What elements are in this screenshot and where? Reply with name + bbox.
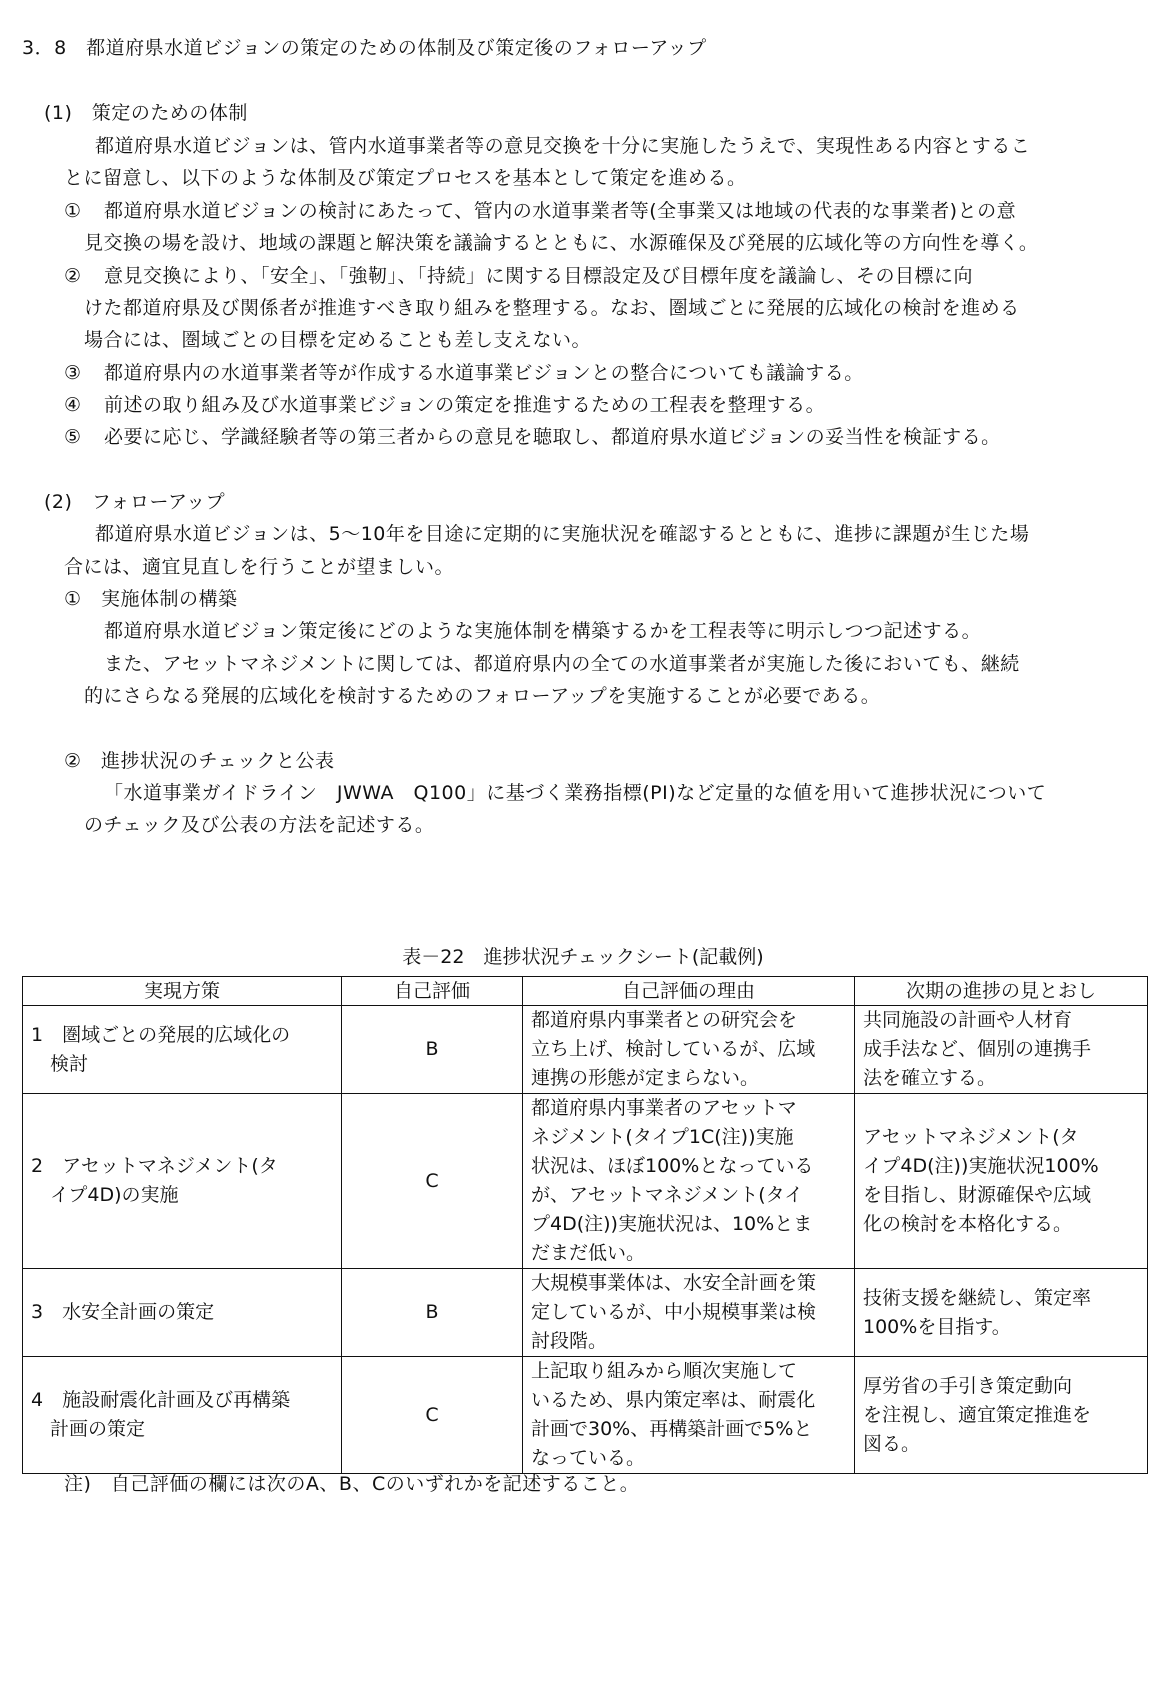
section-title: 3．8 都道府県水道ビジョンの策定のための体制及び策定後のフォローアップ	[22, 37, 707, 59]
table-row	[23, 1094, 1148, 1269]
progress-check-table	[22, 976, 1148, 1474]
cell-next: 共同施設の計画や人材育 成手法など、個別の連携手 法を確立する。	[855, 1006, 1148, 1094]
list-item-text: 場合には、圏域ごとの目標を定めることも差し支えない。	[84, 329, 592, 351]
part2-intro-line: 都道府県水道ビジョンは、5～10年を目途に定期的に実施状況を確認するとともに、進捗に課題が生じた場	[95, 523, 1030, 545]
part2-intro-line: 合には、適宜見直しを行うことが望ましい。	[64, 556, 455, 578]
list-item-text: 都道府県内の水道事業者等が作成する水道事業ビジョンとの整合についても議論する。	[104, 362, 864, 384]
table-row	[23, 1357, 1148, 1474]
sub2-heading: ② 進捗状況のチェックと公表	[64, 750, 335, 772]
cell-eval: C	[342, 1357, 523, 1474]
table-row	[23, 1006, 1148, 1094]
cell-reason: 都道府県内事業者のアセットマ ネジメント(タイプ1C(注))実施 状況は、ほぼ100%となっている が、アセットマネジメント(タイ プ4D(注))実施状況は、10%とま だまだ低い。	[523, 1094, 855, 1269]
cell-plan: 4 施設耐震化計画及び再構築 計画の策定	[23, 1357, 342, 1474]
cell-reason: 上記取り組みから順次実施して いるため、県内策定率は、耐震化 計画で30%、再構築計画で5%と なっている。	[523, 1357, 855, 1474]
list-item-text: 必要に応じ、学識経験者等の第三者からの意見を聴取し、都道府県水道ビジョンの妥当性を検証する。	[104, 426, 1001, 448]
cell-reason: 都道府県内事業者との研究会を 立ち上げ、検討しているが、広域 連携の形態が定まらない。	[523, 1006, 855, 1094]
col-header-eval: 自己評価	[342, 977, 523, 1006]
cell-eval: C	[342, 1094, 523, 1269]
part1-intro-line: とに留意し、以下のような体制及び策定プロセスを基本として策定を進める。	[64, 167, 747, 189]
list-item-text: 都道府県水道ビジョンの検討にあたって、管内の水道事業者等(全事業又は地域の代表的な事業者)との意	[104, 200, 1017, 222]
list-item-text: 意見交換により、「安全」、「強靭」、「持続」に関する目標設定及び目標年度を議論し、その目標に向	[104, 265, 974, 287]
part2-heading: (2) フォローアップ	[44, 491, 226, 513]
table-note: 注) 自己評価の欄には次のA、B、Cのいずれかを記述すること。	[64, 1473, 640, 1495]
cell-next: 厚労省の手引き策定動向 を注視し、適宜策定推進を 図る。	[855, 1357, 1148, 1474]
cell-reason: 大規模事業体は、水安全計画を策 定しているが、中小規模事業は検 討段階。	[523, 1269, 855, 1357]
list-item-text: けた都道府県及び関係者が推進すべき取り組みを整理する。なお、圏域ごとに発展的広域化の検討を進める	[84, 297, 1020, 319]
sub2-line: のチェック及び公表の方法を記述する。	[84, 814, 435, 836]
col-header-plan: 実現方策	[23, 977, 342, 1006]
list-item-num: ②	[64, 265, 82, 287]
sub1-heading: ① 実施体制の構築	[64, 588, 238, 610]
col-header-next: 次期の進捗の見とおし	[855, 977, 1148, 1006]
table-header-row	[23, 977, 1148, 1006]
sub1-line: 的にさらなる発展的広域化を検討するためのフォローアップを実施することが必要である。	[84, 685, 881, 707]
cell-eval: B	[342, 1269, 523, 1357]
list-item-num: ③	[64, 362, 82, 384]
list-item-text: 前述の取り組み及び水道事業ビジョンの策定を推進するための工程表を整理する。	[104, 394, 826, 416]
table-caption: 表－22 進捗状況チェックシート(記載例)	[402, 946, 764, 968]
cell-next: 技術支援を継続し、策定率 100%を目指す。	[855, 1269, 1148, 1357]
cell-plan: 1 圏域ごとの発展的広域化の 検討	[23, 1006, 342, 1094]
cell-eval: B	[342, 1006, 523, 1094]
cell-plan: 2 アセットマネジメント(タ イプ4D)の実施	[23, 1094, 342, 1269]
list-item-num: ④	[64, 394, 82, 416]
sub1-line: また、アセットマネジメントに関しては、都道府県内の全ての水道事業者が実施した後においても、継続	[104, 653, 1020, 675]
list-item-text: 見交換の場を設け、地域の課題と解決策を議論するとともに、水源確保及び発展的広域化等の方向性を導く。	[84, 232, 1039, 254]
list-item-num: ⑤	[64, 426, 82, 448]
part1-intro-line: 都道府県水道ビジョンは、管内水道事業者等の意見交換を十分に実施したうえで、実現性ある内容とするこ	[95, 135, 1031, 157]
sub2-line: 「水道事業ガイドライン JWWA Q100」に基づく業務指標(PI)など定量的な値を用いて進捗状況について	[104, 782, 1047, 804]
table-row	[23, 1269, 1148, 1357]
col-header-reason: 自己評価の理由	[523, 977, 855, 1006]
cell-plan: 3 水安全計画の策定	[23, 1269, 342, 1357]
sub1-line: 都道府県水道ビジョン策定後にどのような実施体制を構築するかを工程表等に明示しつつ記述する。	[104, 620, 982, 642]
list-item-num: ①	[64, 200, 82, 222]
cell-next: アセットマネジメント(タ イプ4D(注))実施状況100% を目指し、財源確保や広域 化の検討を本格化する。	[855, 1094, 1148, 1269]
part1-heading: (1) 策定のための体制	[44, 102, 248, 124]
